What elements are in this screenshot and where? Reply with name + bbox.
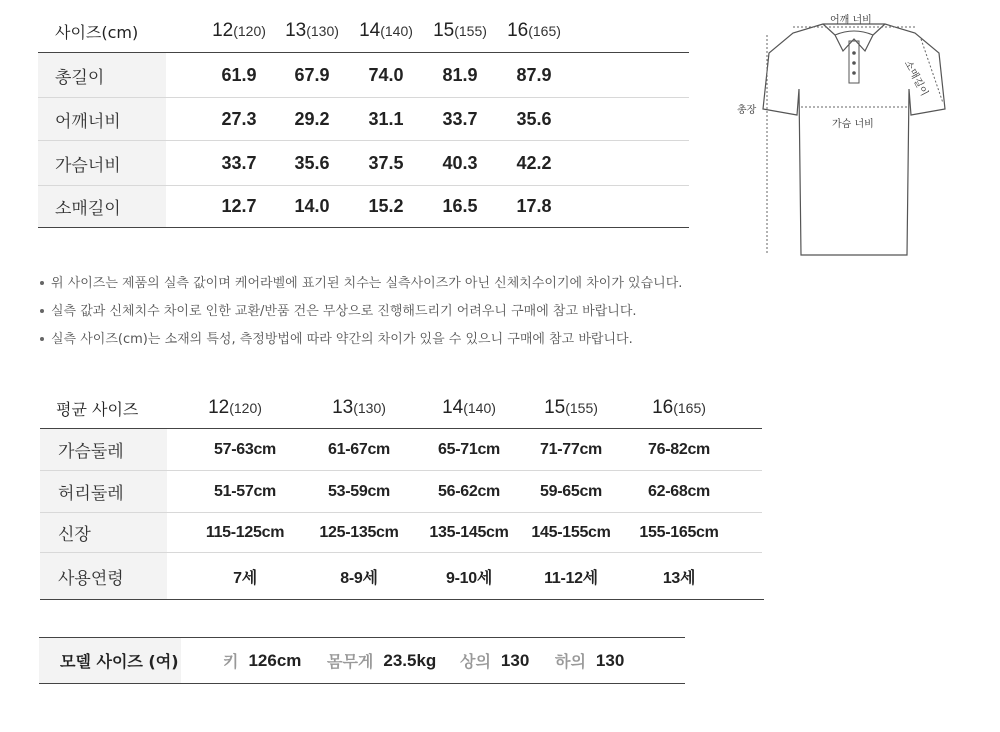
- size-column-15: 15 (155): [433, 20, 487, 41]
- size-table-header-label: 사이즈(cm): [55, 22, 139, 42]
- average-table-header: [40, 388, 762, 429]
- note-item: 위 사이즈는 제품의 실측 값이며 케어라벨에 표기된 치수는 실측사이즈가 아닌 신체치수이기에 차이가 있습니다.: [40, 272, 682, 291]
- size-column-13: 13 (130): [285, 20, 339, 41]
- avg-value: 57-63cm: [214, 440, 276, 458]
- avg-value: 9-10세: [446, 569, 492, 587]
- size-value: 15.2: [368, 196, 404, 216]
- size-row-chest-width: [38, 141, 689, 186]
- model-top-key: 상의: [460, 652, 491, 671]
- row-label: 신장: [58, 525, 91, 545]
- chest-width-label: 가슴 너비: [832, 119, 874, 130]
- model-weight-key: 몸무게: [327, 652, 374, 671]
- bullet-icon: [40, 309, 44, 313]
- model-top: [460, 638, 529, 683]
- avg-size-column-14: 14 (140): [442, 397, 496, 418]
- avg-value: 13세: [662, 569, 696, 587]
- avg-row-age: [40, 553, 764, 600]
- row-label: 어깨너비: [55, 111, 121, 132]
- size-value: 16.5: [442, 196, 478, 216]
- row-label: 가슴너비: [55, 155, 121, 176]
- size-row-shoulder-width: [38, 98, 689, 141]
- size-value: 12.7: [221, 196, 257, 216]
- avg-value: 135-145cm: [429, 523, 509, 541]
- size-value: 74.0: [368, 64, 404, 85]
- row-label: 가슴둘레: [58, 442, 124, 462]
- size-value: 35.6: [516, 108, 552, 129]
- size-value: 35.6: [294, 152, 330, 173]
- avg-value: 7세: [233, 569, 257, 587]
- avg-value: 11-12세: [544, 569, 598, 587]
- model-bottom-value: 130: [595, 650, 625, 670]
- total-length-label: 총장: [737, 105, 757, 116]
- row-label: 사용연령: [58, 568, 124, 589]
- sleeve-length-label: 소매길이: [901, 58, 930, 99]
- size-value: 33.7: [221, 152, 257, 173]
- average-table-header-label: 평균 사이즈: [56, 399, 139, 419]
- avg-value: 145-155cm: [531, 523, 611, 541]
- size-value: 17.8: [516, 196, 552, 216]
- avg-value: 71-77cm: [540, 440, 602, 458]
- avg-size-column-16: 16 (165): [652, 397, 706, 418]
- row-label: 소매길이: [55, 199, 121, 219]
- model-height-value: 126cm: [248, 650, 302, 670]
- avg-value: 62-68cm: [648, 482, 710, 500]
- size-value: 14.0: [294, 196, 330, 216]
- note-item: 실측 값과 신체치수 차이로 인한 교환/반품 건은 무상으로 진행해드리기 어려우니 구매에 참고 바랍니다.: [40, 300, 637, 319]
- bullet-icon: [40, 337, 44, 341]
- note-item: 실측 사이즈(cm)는 소재의 특성, 측정방법에 따라 약간의 차이가 있을 수 있으니 구매에 참고 바랍니다.: [40, 328, 633, 347]
- size-row-sleeve-length: [38, 186, 689, 228]
- avg-value: 115-125cm: [205, 523, 285, 541]
- size-value: 27.3: [221, 108, 257, 129]
- size-value: 42.2: [516, 152, 552, 173]
- model-size-label: 모델 사이즈 (여): [60, 652, 179, 671]
- bullet-icon: [40, 281, 44, 285]
- avg-row-height: [40, 513, 762, 553]
- row-label: 총길이: [55, 67, 105, 88]
- size-value: 81.9: [442, 64, 478, 85]
- size-column-16: 16 (165): [507, 20, 561, 41]
- size-value: 40.3: [442, 152, 478, 173]
- avg-value: 59-65cm: [540, 482, 602, 500]
- avg-size-column-12: 12 (120): [208, 397, 262, 418]
- avg-row-waist: [40, 471, 762, 513]
- avg-value: 56-62cm: [438, 482, 500, 500]
- model-weight-value: 23.5kg: [383, 650, 437, 670]
- size-row-total-length: [38, 53, 689, 98]
- size-value: 67.9: [294, 64, 330, 85]
- avg-size-column-13: 13 (130): [332, 397, 386, 418]
- size-value: 61.9: [221, 64, 257, 85]
- avg-value: 65-71cm: [438, 440, 500, 458]
- size-value: 29.2: [294, 108, 330, 129]
- size-column-12: 12 (120): [212, 20, 266, 41]
- model-height: [223, 638, 301, 683]
- row-label: 허리둘레: [58, 484, 124, 504]
- avg-value: 53-59cm: [328, 482, 390, 500]
- avg-value: 125-135cm: [319, 523, 399, 541]
- model-weight: [327, 638, 436, 683]
- shoulder-width-label: 어깨 너비: [830, 15, 872, 26]
- measurement-diagram: [735, 5, 975, 265]
- size-value: 87.9: [516, 64, 552, 85]
- size-value: 31.1: [368, 108, 404, 129]
- model-bottom: [555, 638, 624, 683]
- avg-value: 76-82cm: [648, 440, 710, 458]
- avg-value: 61-67cm: [328, 440, 390, 458]
- size-value: 37.5: [368, 152, 404, 173]
- avg-row-chest: [40, 429, 762, 471]
- avg-size-column-15: 15 (155): [544, 397, 598, 418]
- model-top-value: 130: [500, 650, 530, 670]
- size-column-14: 14 (140): [359, 20, 413, 41]
- avg-value: 155-165cm: [639, 523, 719, 541]
- avg-value: 8-9세: [340, 569, 378, 587]
- polo-shirt-illustration: [735, 5, 975, 265]
- model-bottom-key: 하의: [555, 652, 586, 671]
- size-value: 33.7: [442, 108, 478, 129]
- model-size-table: [39, 637, 685, 684]
- size-table-header: [38, 10, 689, 53]
- model-height-key: 키: [223, 652, 239, 671]
- avg-value: 51-57cm: [214, 482, 276, 500]
